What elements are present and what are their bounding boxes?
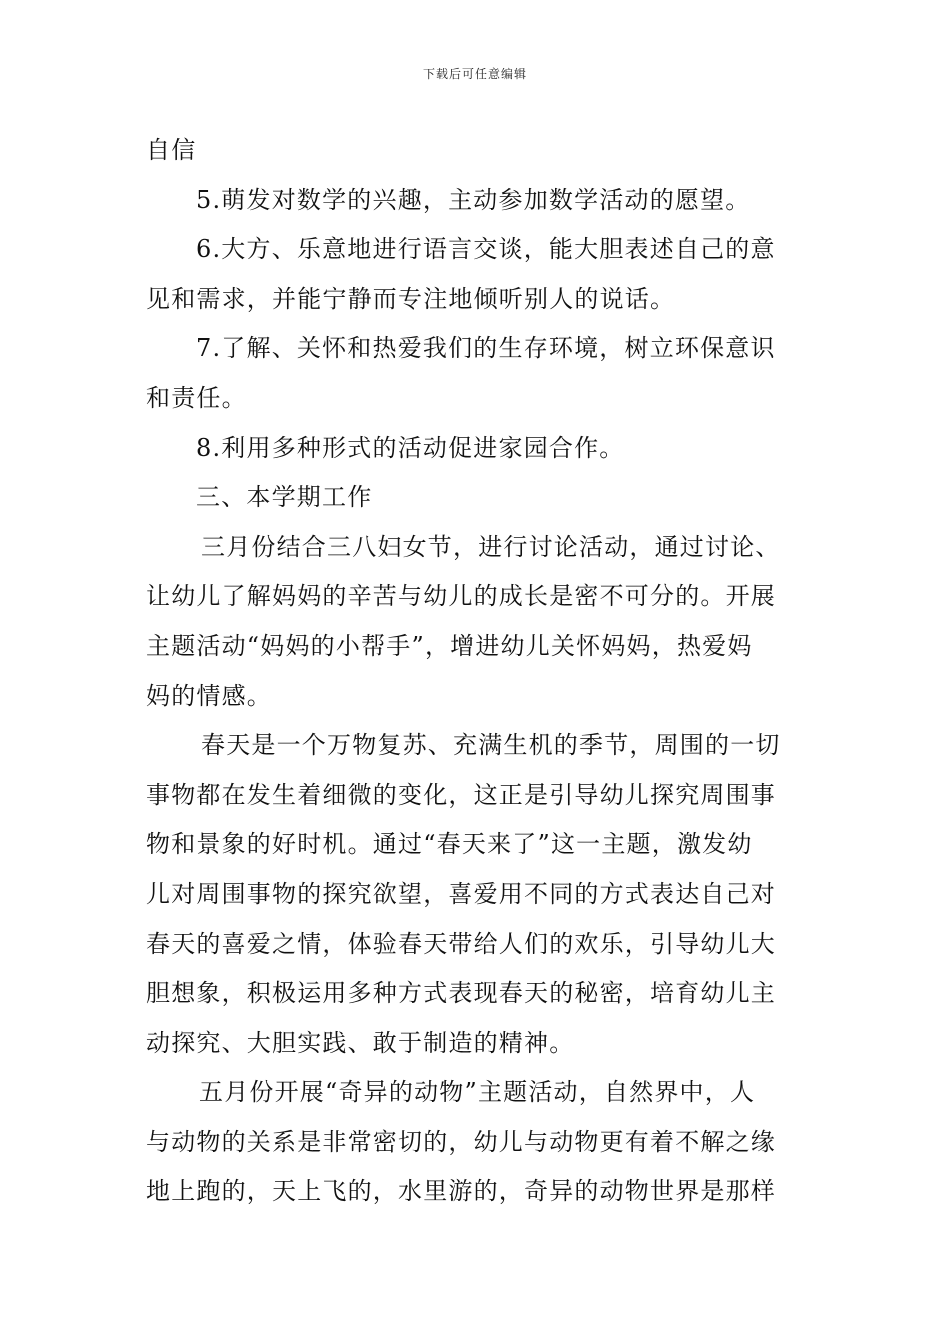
text-line: 妈的情感。 <box>146 681 272 710</box>
paragraph-spring-start: 春天是一个万物复苏、充满生机的季节，周围的一切 <box>201 731 781 760</box>
text-line: 物和景象的好时机。通过“春天来了”这一主题，激发幼 <box>146 830 753 859</box>
text-line: 与动物的关系是非常密切的，幼儿与动物更有着不解之缘 <box>146 1127 776 1156</box>
text-line: 见和需求，并能宁静而专注地倾听别人的说话。 <box>146 284 676 313</box>
text-line: 和责任。 <box>146 383 247 412</box>
document-body <box>146 126 810 1217</box>
text-line: 儿对周围事物的探究欲望，喜爱用不同的方式表达自己对 <box>146 879 776 908</box>
goal-item-7: 7.了解、关怀和热爱我们的生存环境，树立环保意识 <box>196 334 776 363</box>
text-line: 地上跑的，天上飞的，水里游的，奇异的动物世界是那样 <box>146 1177 776 1206</box>
text-line: 胆想象，积极运用多种方式表现春天的秘密，培育幼儿主 <box>146 979 776 1008</box>
text-line: 自信 <box>146 136 197 164</box>
text-line: 事物都在发生着细微的变化，这正是引导幼儿探究周围事 <box>146 780 776 809</box>
page-header: 下载后可任意编辑 <box>422 67 527 81</box>
text-line: 春天的喜爱之情，体验春天带给人们的欢乐，引导幼儿大 <box>146 929 776 958</box>
text-line: 主题活动“妈妈的小帮手”，增进幼儿关怀妈妈，热爱妈 <box>146 631 753 660</box>
text-line: 动探究、大胆实践、敢于制造的精神。 <box>146 1028 575 1057</box>
paragraph-may-start: 五月份开展“奇异的动物”主题活动，自然界中，人 <box>199 1078 756 1107</box>
section-heading: 三、本学期工作 <box>196 483 373 512</box>
goal-item-5: 5.萌发对数学的兴趣，主动参加数学活动的愿望。 <box>196 185 751 214</box>
text-line: 让幼儿了解妈妈的辛苦与幼儿的成长是密不可分的。开展 <box>146 582 776 611</box>
paragraph-march-start: 三月份结合三八妇女节，进行讨论活动，通过讨论、 <box>201 532 781 561</box>
goal-item-6: 6.大方、乐意地进行语言交谈，能大胆表述自己的意 <box>196 235 776 264</box>
goal-item-8: 8.利用多种形式的活动促进家园合作。 <box>196 433 625 462</box>
